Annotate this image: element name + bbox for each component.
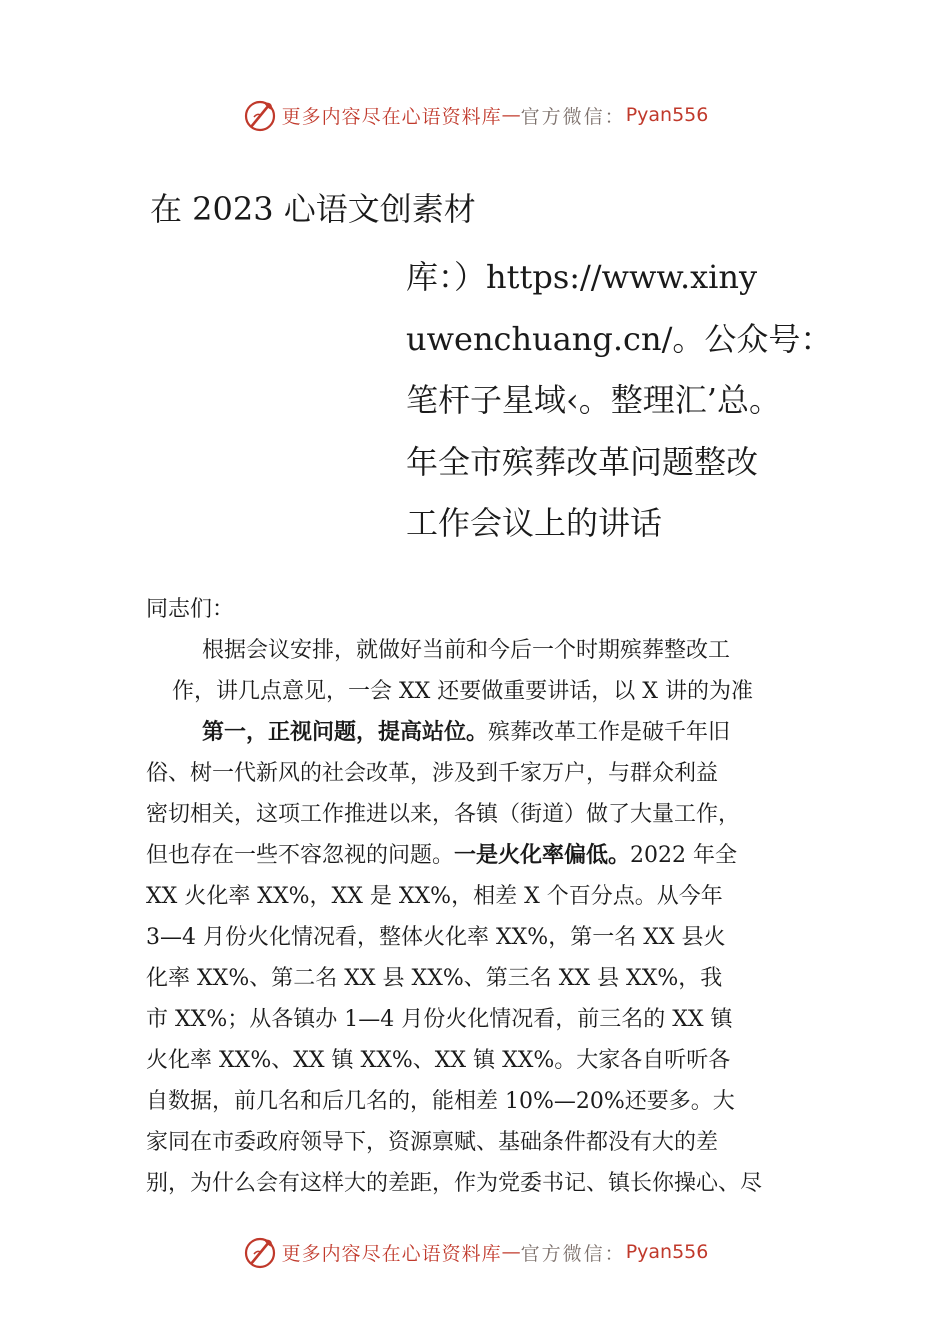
section-1-line-4 xyxy=(146,835,826,876)
quill-seal-icon xyxy=(242,97,278,133)
title-line-1: 在 2023 心语文创素材 xyxy=(150,190,476,228)
body-line-8: 市 XX%；从各镇办 1—4 月份火化情况看，前三名的 XX 镇 xyxy=(146,1007,733,1032)
title-line-4: 笔杆子星域‹。整理汇’总。 xyxy=(406,381,781,419)
watermark-wechat-id: Pyan556 xyxy=(625,1241,709,1263)
section-1-line-1-rest: 殡葬改革工作是破千年旧 xyxy=(488,720,731,745)
body-line-9: 火化率 XX%、XX 镇 XX%、XX 镇 XX%。大家各自听听各 xyxy=(146,1048,731,1073)
title-line-3: uwenchuang.cn/。公众号： xyxy=(406,319,833,358)
body-line-6: 3—4 月份火化情况看，整体火化率 XX%，第一名 XX 县火 xyxy=(146,925,726,950)
watermark-separator: — xyxy=(501,1241,521,1263)
title-line-2: 库：）https://www.xiny xyxy=(406,258,758,296)
title-line-6: 工作会议上的讲话 xyxy=(406,504,663,542)
watermark-text: 更多内容尽在心语资料库 xyxy=(281,1242,502,1265)
watermark-separator: — xyxy=(501,104,521,126)
document-body xyxy=(146,589,826,1204)
intro-line-1: 根据会议安排，就做好当前和今后一个时期殡葬整改工 xyxy=(202,638,731,663)
title-line-5: 年全市殡葬改革问题整改 xyxy=(406,442,759,481)
body-line-12: 别，为什么会有这样大的差距，作为党委书记、镇长你操心、尽 xyxy=(146,1171,763,1196)
watermark-wechat-id: Pyan556 xyxy=(625,104,709,126)
body-line-7: 化率 XX%、第二名 XX 县 XX%、第三名 XX 县 XX%，我 xyxy=(146,966,723,991)
body-line-5: XX 火化率 XX%，XX 是 XX%，相差 X 个百分点。从今年 xyxy=(146,884,723,909)
document-title xyxy=(406,247,836,555)
point-1-heading: 一是火化率偏低。 xyxy=(454,843,631,868)
watermark-text: 更多内容尽在心语资料库 xyxy=(281,105,502,128)
section-1-line-3: 密切相关，这项工作推进以来，各镇（街道）做了大量工作， xyxy=(146,802,741,827)
salutation: 同志们： xyxy=(146,597,235,622)
watermark-wechat-label: 官方微信： xyxy=(520,1242,626,1265)
watermark-wechat-label: 官方微信： xyxy=(520,105,626,128)
section-1-line-4-end: 2022 年全 xyxy=(630,843,738,868)
quill-seal-icon xyxy=(242,1234,278,1270)
section-1-line-2: 俗、树一代新风的社会改革，涉及到千家万户，与群众利益 xyxy=(146,761,719,786)
section-1-line-1 xyxy=(146,712,826,753)
watermark-banner-bottom xyxy=(0,1232,950,1272)
intro-line-2: 作，讲几点意见，一会 XX 还要做重要讲话，以 X 讲的为准 xyxy=(172,679,753,704)
section-1-line-4-start: 但也存在一些不容忽视的问题。 xyxy=(146,843,455,868)
body-line-10: 自数据，前几名和后几名的，能相差 10%—20%还要多。大 xyxy=(146,1089,735,1114)
body-line-11: 家同在市委政府领导下，资源禀赋、基础条件都没有大的差 xyxy=(146,1130,719,1155)
section-1-heading: 第一，正视问题，提高站位。 xyxy=(202,720,489,745)
watermark-banner-top xyxy=(0,95,950,135)
